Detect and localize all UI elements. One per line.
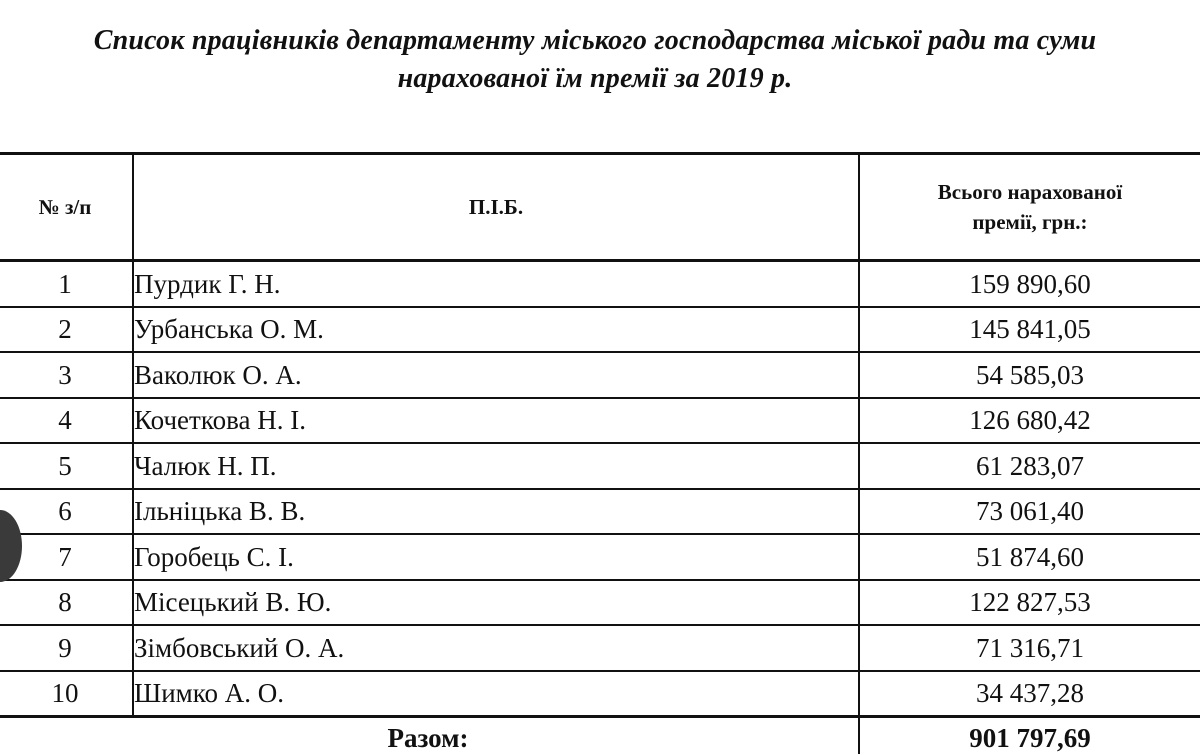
table-row bbox=[0, 671, 1200, 717]
table-row bbox=[0, 625, 1200, 671]
header-number: № з/п bbox=[0, 154, 133, 261]
table-row bbox=[0, 261, 1200, 307]
document-title bbox=[0, 22, 1190, 98]
row-number: 2 bbox=[0, 307, 133, 353]
row-name: Зімбовський О. А. bbox=[133, 625, 859, 671]
row-number: 6 bbox=[0, 489, 133, 535]
row-amount: 61 283,07 bbox=[859, 443, 1200, 489]
row-name: Ільніцька В. В. bbox=[133, 489, 859, 535]
header-name: П.І.Б. bbox=[133, 154, 859, 261]
bonus-table bbox=[0, 152, 1200, 754]
table-row bbox=[0, 307, 1200, 353]
row-number: 9 bbox=[0, 625, 133, 671]
table-row bbox=[0, 398, 1200, 444]
total-row bbox=[0, 717, 1200, 754]
document-title-line-2: нарахованої їм премії за 2019 р. bbox=[397, 63, 793, 94]
row-name: Ваколюк О. А. bbox=[133, 352, 859, 398]
table-row bbox=[0, 534, 1200, 580]
table-row bbox=[0, 352, 1200, 398]
table-row bbox=[0, 489, 1200, 535]
row-number: 3 bbox=[0, 352, 133, 398]
table-header-row bbox=[0, 154, 1200, 261]
row-name: Урбанська О. М. bbox=[133, 307, 859, 353]
row-amount: 34 437,28 bbox=[859, 671, 1200, 717]
row-name: Кочеткова Н. І. bbox=[133, 398, 859, 444]
row-amount: 51 874,60 bbox=[859, 534, 1200, 580]
row-amount: 54 585,03 bbox=[859, 352, 1200, 398]
row-name: Місецький В. Ю. bbox=[133, 580, 859, 626]
row-name: Горобець С. І. bbox=[133, 534, 859, 580]
row-amount: 73 061,40 bbox=[859, 489, 1200, 535]
row-amount: 122 827,53 bbox=[859, 580, 1200, 626]
row-amount: 71 316,71 bbox=[859, 625, 1200, 671]
document-title-line-1: Список працівників департаменту міського господарства міської ради та суми bbox=[93, 25, 1097, 56]
header-total-bonus-line-2: премії, грн.: bbox=[972, 210, 1088, 234]
total-label: Разом: bbox=[0, 717, 859, 754]
row-number: 7 bbox=[0, 534, 133, 580]
row-amount: 126 680,42 bbox=[859, 398, 1200, 444]
row-amount: 145 841,05 bbox=[859, 307, 1200, 353]
table-row bbox=[0, 443, 1200, 489]
row-name: Чалюк Н. П. bbox=[133, 443, 859, 489]
row-number: 10 bbox=[0, 671, 133, 717]
row-name: Пурдик Г. Н. bbox=[133, 261, 859, 307]
row-name: Шимко А. О. bbox=[133, 671, 859, 717]
row-number: 5 bbox=[0, 443, 133, 489]
table-row bbox=[0, 580, 1200, 626]
header-total-bonus-line-1: Всього нарахованої bbox=[937, 180, 1123, 204]
row-number: 8 bbox=[0, 580, 133, 626]
header-total-bonus bbox=[859, 154, 1200, 261]
total-amount: 901 797,69 bbox=[859, 717, 1200, 754]
row-number: 4 bbox=[0, 398, 133, 444]
row-number: 1 bbox=[0, 261, 133, 307]
row-amount: 159 890,60 bbox=[859, 261, 1200, 307]
